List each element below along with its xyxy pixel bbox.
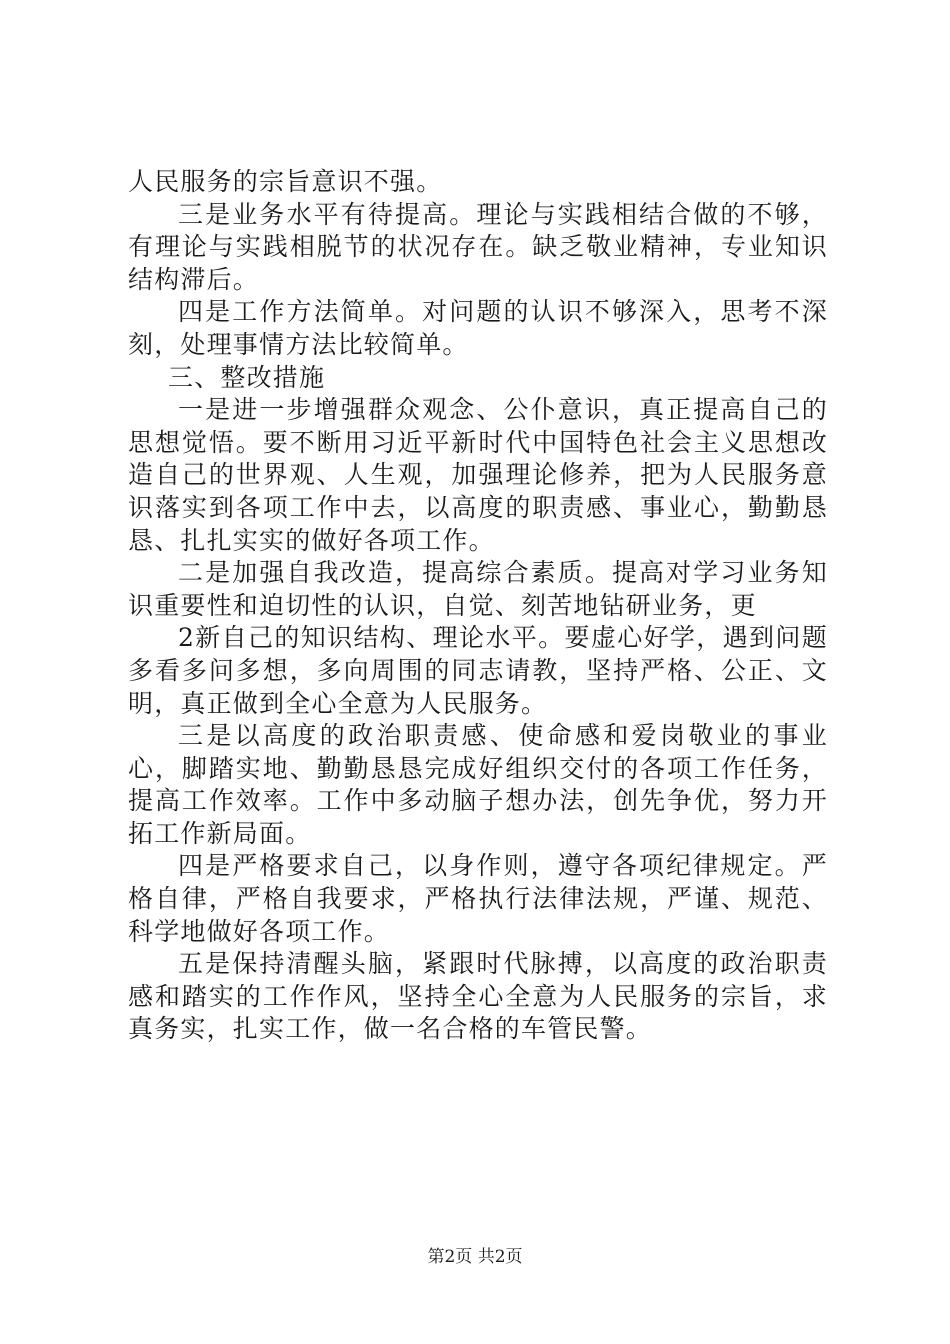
paragraph-measure-one: 一是进一步增强群众观念、公仆意识，真正提高自己的思想觉悟。要不断用习近平新时代中国特色社会主义思想改造自己的世界观、人生观，加强理论修养，把为人民服务意识落实到各项工作中去，以高度的职责感、事业心，勤勤恳恳、扎扎实实的做好各项工作。	[128, 395, 828, 555]
document-body	[128, 166, 828, 1046]
paragraph-work-method: 四是工作方法简单。对问题的认识不够深入，思考不深刻，处理事情方法比较简单。	[128, 297, 828, 359]
page-number-footer: 第2页 共2页	[427, 1247, 523, 1267]
paragraph-measure-two-continued: 2新自己的知识结构、理论水平。要虚心好学，遇到问题多看多问多想，多向周围的同志请教，坚持严格、公正、文明，真正做到全心全意为人民服务。	[128, 623, 828, 718]
paragraph-measure-five: 五是保持清醒头脑，紧跟时代脉搏，以高度的政治职责感和踏实的工作作风，坚持全心全意为人民服务的宗旨，求真务实，扎实工作，做一名合格的车管民警。	[128, 949, 828, 1044]
paragraph-measure-four: 四是严格要求自己，以身作则，遵守各项纪律规定。严格自律，严格自我要求，严格执行法律法规，严谨、规范、科学地做好各项工作。	[128, 851, 828, 946]
section-heading-rectification: 三、整改措施	[168, 362, 326, 392]
paragraph-measure-two: 二是加强自我改造，提高综合素质。提高对学习业务知识重要性和迫切性的认识，自觉、刻苦地钻研业务，更	[128, 558, 828, 620]
paragraph-business-level: 三是业务水平有待提高。理论与实践相结合做的不够，有理论与实践相脱节的状况存在。缺乏敬业精神，专业知识结构滞后。	[128, 199, 828, 294]
paragraph-measure-three: 三是以高度的政治职责感、使命感和爱岗敬业的事业心，脚踏实地、勤勤恳恳完成好组织交付的各项工作任务，提高工作效率。工作中多动脑子想办法，创先争优，努力开拓工作新局面。	[128, 721, 828, 848]
paragraph-continuation: 人民服务的宗旨意识不强。	[128, 167, 443, 196]
